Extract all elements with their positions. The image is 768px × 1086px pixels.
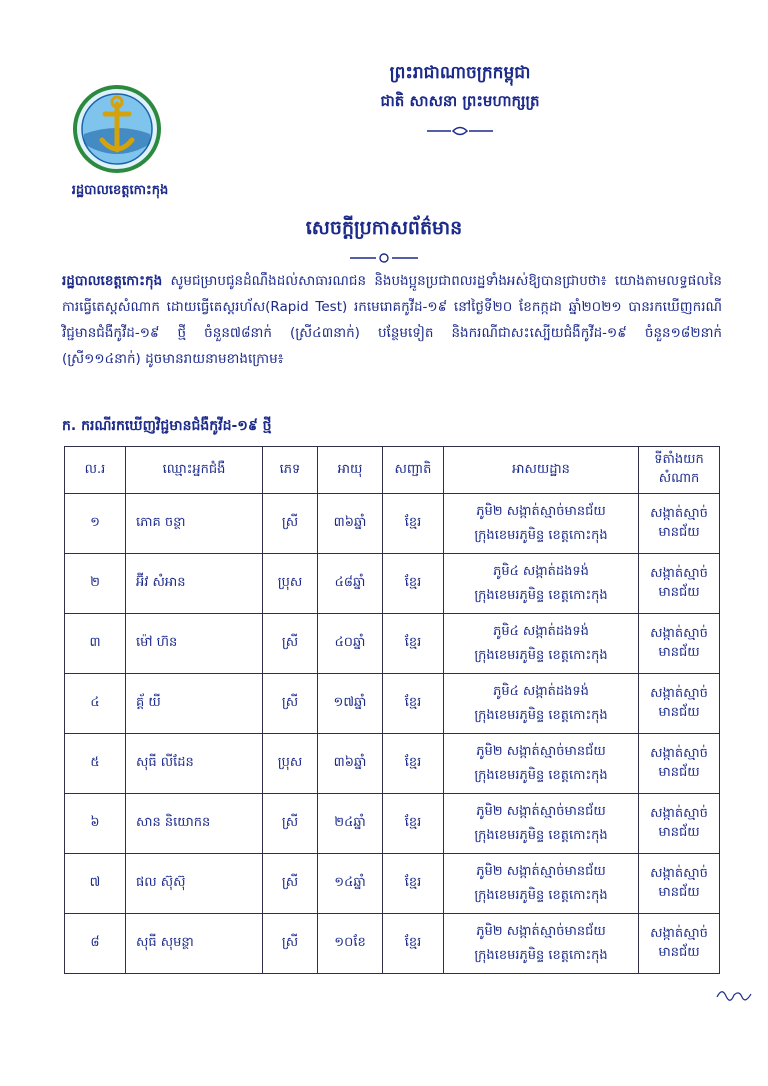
provincial-admin-name: រដ្ឋបាលខេត្តកោះកុង: [71, 183, 169, 198]
intro-lead: រដ្ឋបាលខេត្តកោះកុង: [62, 273, 163, 289]
cell-no: ២: [65, 554, 126, 614]
cell-no: ៧: [65, 854, 126, 914]
table-row: [65, 794, 720, 854]
cell-name: ផល ស៊ុស៊ុ: [126, 854, 263, 914]
table-row: [65, 914, 720, 974]
cell-sex: ស្រី: [263, 914, 318, 974]
address-address-line1: ភូមិ២ សង្កាត់ស្មាច់មានជ័យ: [476, 863, 606, 879]
cell-address: [444, 494, 639, 554]
cell-sex: ស្រី: [263, 794, 318, 854]
cell-name: គ័្ត យី: [126, 674, 263, 734]
cell-address: [444, 674, 639, 734]
cell-sample-place: សង្កាត់ស្មាច់មានជ័យ: [639, 674, 720, 734]
header-address: អាសយដ្ឋាន: [444, 447, 639, 494]
intro-text: សូមជម្រាបជូនដំណឹងដល់សាធារណជន និងបងប្អូនប្រជាពលរដ្ឋទាំងអស់ឱ្យបានជ្រាបថា៖ យោងតាមលទ្ធផលនៃការធ្វើតេស្តសំណាក ដោយធ្វើតេស្តរហ័ស(Rapid Test) រកមេរោគកូវីដ-១៩ នៅថ្ងៃទី២០ ខែកក្កដា ឆ្នាំ២០២១ បានរកឃើញករណីវិជ្ជមានជំងឺកូវីដ-១៩ ថ្មី ចំនួន៧៨នាក់ (ស្រី៤៣នាក់) បន្ថែមទៀត និងករណីជាសះស្បើយជំងឺកូវីដ-១៩ ចំនួន១៨២នាក់ (ស្រី១១៤នាក់) ដូចមានរាយនាមខាងក្រោម៖: [62, 273, 722, 367]
cell-age: ៣៦ឆ្នាំ: [318, 734, 383, 794]
cell-name: សុធី សុមន្ថា: [126, 914, 263, 974]
cell-address: [444, 614, 639, 674]
cell-address: [444, 854, 639, 914]
kingdom-heading: ព្រះរាជាណាចក្រកម្ពុជា: [389, 63, 531, 83]
table-body: [65, 494, 720, 974]
header-nationality: សញ្ជាតិ: [383, 447, 444, 494]
cell-age: ១៧ឆ្នាំ: [318, 674, 383, 734]
table-row: [65, 734, 720, 794]
cell-no: ៥: [65, 734, 126, 794]
cell-name: អ៊ីវ សំអាន: [126, 554, 263, 614]
cell-address: [444, 554, 639, 614]
cell-sample-place: សង្កាត់ស្មាច់មានជ័យ: [639, 794, 720, 854]
title-ornament: [348, 252, 420, 264]
cell-sample-place: សង្កាត់ស្មាច់មានជ័យ: [639, 854, 720, 914]
cell-sample-place: សង្កាត់ស្មាច់មានជ័យ: [639, 914, 720, 974]
address-address-line2: ក្រុងខេមរភូមិន្ទ ខេត្តកោះកុង: [474, 827, 608, 843]
cell-sample-place: សង្កាត់ស្មាច់មានជ័យ: [639, 734, 720, 794]
address-address-line1: ភូមិ៤ សង្កាត់ដងទង់: [493, 683, 589, 699]
address-address-line1: ភូមិ៤ សង្កាត់ដងទង់: [493, 563, 589, 579]
cell-nationality: ខ្មែរ: [383, 554, 444, 614]
cell-address: [444, 794, 639, 854]
cell-nationality: ខ្មែរ: [383, 794, 444, 854]
address-address-line2: ក្រុងខេមរភូមិន្ទ ខេត្តកោះកុង: [474, 767, 608, 783]
cell-no: ៤: [65, 674, 126, 734]
national-motto: ជាតិ សាសនា ព្រះមហាក្សត្រ: [380, 92, 540, 110]
cell-address: [444, 734, 639, 794]
cell-age: ៤០ឆ្នាំ: [318, 614, 383, 674]
signature-mark: [714, 984, 754, 1004]
address-address-line1: ភូមិ២ សង្កាត់ស្មាច់មានជ័យ: [476, 743, 606, 759]
cell-sex: ប្រុស: [263, 554, 318, 614]
table-row: [65, 494, 720, 554]
header-name: ឈ្មោះអ្នកជំងឺ: [126, 447, 263, 494]
cell-age: ១០ខែ: [318, 914, 383, 974]
anchor-emblem-icon: [72, 84, 162, 174]
header-sex: ភេទ: [263, 447, 318, 494]
cell-no: ៨: [65, 914, 126, 974]
table-header-row: [65, 447, 720, 494]
cell-sex: ស្រី: [263, 674, 318, 734]
header-sample-place: ទីតាំងយកសំណាក: [639, 447, 720, 494]
address-address-line1: ភូមិ៤ សង្កាត់ដងទង់: [493, 623, 589, 639]
address-address-line2: ក្រុងខេមរភូមិន្ទ ខេត្តកោះកុង: [474, 887, 608, 903]
cell-no: ៣: [65, 614, 126, 674]
cell-name: ម៉ៅ ហ៊ន: [126, 614, 263, 674]
address-address-line1: ភូមិ២ សង្កាត់ស្មាច់មានជ័យ: [476, 803, 606, 819]
table-row: [65, 674, 720, 734]
header-age: អាយុ: [318, 447, 383, 494]
cell-sex: ប្រុស: [263, 734, 318, 794]
cell-nationality: ខ្មែរ: [383, 854, 444, 914]
cell-address: [444, 914, 639, 974]
cell-sex: ស្រី: [263, 854, 318, 914]
cell-name: សាន និយោកន: [126, 794, 263, 854]
cell-age: ១៤ឆ្នាំ: [318, 854, 383, 914]
cell-sex: ស្រី: [263, 614, 318, 674]
cell-nationality: ខ្មែរ: [383, 494, 444, 554]
cell-sex: ស្រី: [263, 494, 318, 554]
cell-sample-place: សង្កាត់ស្មាច់មានជ័យ: [639, 494, 720, 554]
cell-nationality: ខ្មែរ: [383, 734, 444, 794]
cell-no: ១: [65, 494, 126, 554]
address-address-line2: ក្រុងខេមរភូមិន្ទ ខេត្តកោះកុង: [474, 707, 608, 723]
header-ornament: [425, 124, 495, 138]
address-address-line2: ក្រុងខេមរភូមិន្ទ ខេត្តកោះកុង: [474, 947, 608, 963]
cell-sample-place: សង្កាត់ស្មាច់មានជ័យ: [639, 614, 720, 674]
cell-sample-place: សង្កាត់ស្មាច់មានជ័យ: [639, 554, 720, 614]
table-row: [65, 554, 720, 614]
cell-no: ៦: [65, 794, 126, 854]
address-address-line2: ក្រុងខេមរភូមិន្ទ ខេត្តកោះកុង: [474, 527, 608, 543]
cell-nationality: ខ្មែរ: [383, 914, 444, 974]
address-address-line2: ក្រុងខេមរភូមិន្ទ ខេត្តកោះកុង: [474, 587, 608, 603]
section-heading: ក. ករណីរកឃើញវិជ្ជមានជំងឺកូវីដ-១៩ ថ្មី: [62, 418, 272, 434]
cell-age: ២៤ឆ្នាំ: [318, 794, 383, 854]
cell-name: សុធី លីដែន: [126, 734, 263, 794]
cell-age: ៤៨ឆ្នាំ: [318, 554, 383, 614]
table-row: [65, 614, 720, 674]
new-cases-table: [64, 446, 720, 974]
document-title: សេចក្ដីប្រកាសព័ត៌មាន: [305, 217, 463, 239]
address-address-line1: ភូមិ២ សង្កាត់ស្មាច់មានជ័យ: [476, 503, 606, 519]
address-address-line1: ភូមិ២ សង្កាត់ស្មាច់មានជ័យ: [476, 923, 606, 939]
header-no: ល.រ: [65, 447, 126, 494]
cell-age: ៣៦ឆ្នាំ: [318, 494, 383, 554]
cell-nationality: ខ្មែរ: [383, 674, 444, 734]
address-address-line2: ក្រុងខេមរភូមិន្ទ ខេត្តកោះកុង: [474, 647, 608, 663]
announcement-paragraph: [62, 268, 722, 372]
cell-nationality: ខ្មែរ: [383, 614, 444, 674]
table-row: [65, 854, 720, 914]
cell-name: ភោគ ចន្ថា: [126, 494, 263, 554]
